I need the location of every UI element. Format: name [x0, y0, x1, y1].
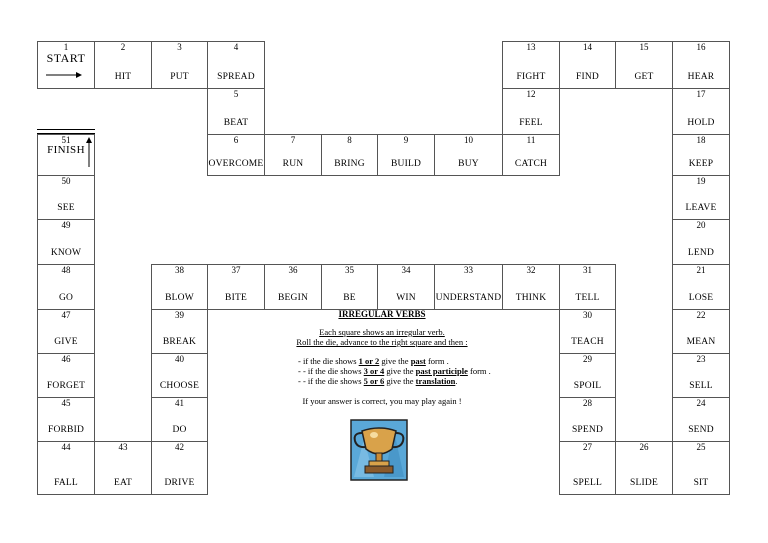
square-number: 26 — [639, 442, 649, 452]
square-14 — [559, 41, 616, 89]
square-12 — [502, 88, 560, 135]
square-number: 20 — [696, 220, 706, 230]
square-verb: SLIDE — [630, 478, 658, 488]
square-verb: CATCH — [514, 159, 548, 169]
square-number: 14 — [583, 42, 592, 52]
square-verb: FORGET — [46, 381, 86, 391]
square-42 — [151, 441, 208, 495]
square-number: 15 — [639, 42, 649, 52]
square-7 — [264, 134, 322, 176]
square-34 — [377, 264, 435, 310]
square-9 — [377, 134, 435, 176]
rule-line-1: - if the die shows 1 or 2 give the past form . — [298, 356, 449, 366]
square-verb: TELL — [575, 293, 600, 303]
square-number: 27 — [583, 442, 592, 452]
square-verb: BREAK — [162, 337, 197, 347]
square-number: 39 — [175, 310, 184, 320]
square-47 — [37, 309, 95, 354]
square-verb: BE — [343, 293, 356, 303]
square-number: 4 — [233, 42, 239, 52]
square-11 — [502, 134, 560, 176]
square-39 — [151, 309, 208, 354]
square-number: 3 — [177, 42, 182, 52]
square-verb: FALL — [54, 478, 78, 488]
square-verb: BLOW — [165, 293, 194, 303]
square-30 — [559, 309, 616, 354]
square-48 — [37, 264, 95, 310]
square-number: 43 — [118, 442, 128, 452]
square-33 — [434, 264, 503, 310]
square-verb: LOSE — [688, 293, 714, 303]
square-5 — [207, 88, 265, 135]
rule-line-2: - - if the die shows 3 or 4 give the past participle form . — [298, 366, 491, 376]
square-6 — [207, 134, 265, 176]
square-15 — [615, 41, 673, 89]
square-verb: DRIVE — [164, 478, 195, 488]
square-29 — [559, 353, 616, 398]
square-verb: MEAN — [686, 337, 716, 347]
square-4 — [207, 41, 265, 89]
square-46 — [37, 353, 95, 398]
square-number: 23 — [696, 354, 706, 364]
square-verb: HIT — [114, 72, 132, 82]
square-number: 16 — [696, 42, 706, 52]
square-number: 10 — [464, 135, 473, 145]
square-number: 37 — [231, 265, 241, 275]
square-number: 35 — [345, 265, 354, 275]
square-36 — [264, 264, 322, 310]
square-number: 12 — [526, 89, 536, 99]
square-verb: SELL — [689, 381, 713, 391]
square-19 — [672, 175, 730, 220]
square-number: 34 — [401, 265, 411, 275]
square-number: 49 — [61, 220, 71, 230]
square-number: 50 — [61, 176, 71, 186]
square-number: 48 — [61, 265, 71, 275]
square-number: 45 — [61, 398, 71, 408]
rules-play-again: If your answer is correct, you may play again ! — [302, 396, 462, 406]
square-41 — [151, 397, 208, 442]
square-13 — [502, 41, 560, 89]
square-verb: SPOIL — [573, 381, 602, 391]
square-43 — [94, 441, 152, 495]
square-verb: BRING — [334, 159, 365, 169]
square-number: 36 — [288, 265, 298, 275]
square-number: 5 — [233, 89, 239, 99]
square-25 — [672, 441, 730, 495]
square-number: 8 — [347, 135, 352, 145]
square-verb: UNDERSTAND — [435, 293, 502, 303]
arrow-right-icon — [46, 72, 82, 78]
square-number: 51 — [61, 135, 71, 145]
square-number: 44 — [61, 442, 71, 452]
square-26 — [615, 441, 673, 495]
square-verb: GIVE — [54, 337, 78, 347]
square-3 — [151, 41, 208, 89]
square-number: 7 — [290, 135, 296, 145]
square-verb: SEE — [57, 203, 75, 213]
square-verb: FEEL — [519, 118, 543, 128]
rules-intro-1: Each square shows an irregular verb. — [319, 327, 445, 337]
square-18 — [672, 134, 730, 176]
square-23 — [672, 353, 730, 398]
square-32 — [502, 264, 560, 310]
square-verb: BEGIN — [277, 293, 309, 303]
square-number: 40 — [175, 354, 184, 364]
square-verb: EAT — [113, 478, 132, 488]
square-number: 24 — [696, 398, 706, 408]
square-number: 25 — [696, 442, 706, 452]
square-22 — [672, 309, 730, 354]
square-verb: BUILD — [390, 159, 422, 169]
square-28 — [559, 397, 616, 442]
square-verb: HEAR — [687, 72, 715, 82]
square-verb: KNOW — [50, 248, 82, 258]
square-verb: FIND — [576, 72, 599, 82]
square-21 — [672, 264, 730, 310]
square-verb: SPREAD — [217, 72, 255, 82]
square-50 — [37, 175, 95, 220]
square-verb: FORBID — [47, 425, 85, 435]
square-number: 6 — [233, 135, 239, 145]
square-27 — [559, 441, 616, 495]
square-verb: HOLD — [687, 118, 715, 128]
square-verb: LEAVE — [685, 203, 717, 213]
square-verb: RUN — [282, 159, 304, 169]
square-verb: BUY — [458, 159, 479, 169]
square-verb: BEAT — [223, 118, 249, 128]
square-number: 29 — [583, 354, 592, 364]
rules-panel — [228, 309, 536, 406]
rules-list — [228, 356, 536, 386]
square-44 — [37, 441, 95, 495]
rule-line-3: - - if the die shows 5 or 6 give the translation. — [298, 376, 458, 386]
square-16 — [672, 41, 730, 89]
square-40 — [151, 353, 208, 398]
square-number: 11 — [526, 135, 536, 145]
square-number: 28 — [583, 398, 592, 408]
square-number: 1 — [63, 42, 69, 52]
square-20 — [672, 219, 730, 265]
square-24 — [672, 397, 730, 442]
square-verb: GET — [634, 72, 654, 82]
square-number: 38 — [175, 265, 184, 275]
square-verb: FINISH — [47, 144, 85, 156]
square-2 — [94, 41, 152, 89]
trophy-icon — [350, 419, 408, 481]
square-verb: GO — [58, 293, 74, 303]
square-number: 32 — [526, 265, 536, 275]
square-verb: SPELL — [573, 478, 602, 488]
square-number: 18 — [696, 135, 706, 145]
square-verb: SPEND — [571, 425, 604, 435]
square-37 — [207, 264, 265, 310]
square-verb: THINK — [515, 293, 547, 303]
square-verb: START — [46, 51, 86, 65]
square-number: 31 — [583, 265, 592, 275]
square-1 — [37, 41, 95, 89]
rules-title: IRREGULAR VERBS — [338, 309, 426, 319]
square-38 — [151, 264, 208, 310]
square-number: 19 — [696, 176, 706, 186]
square-number: 30 — [583, 310, 592, 320]
square-verb: PUT — [170, 72, 189, 82]
square-number: 2 — [120, 42, 126, 52]
square-number: 47 — [61, 310, 71, 320]
square-number: 46 — [61, 354, 71, 364]
square-verb: CHOOSE — [159, 381, 200, 391]
square-45 — [37, 397, 95, 442]
square-verb: SIT — [693, 478, 709, 488]
square-10 — [434, 134, 503, 176]
square-verb: DO — [172, 425, 187, 435]
square-number: 21 — [696, 265, 706, 275]
square-number: 9 — [403, 135, 409, 145]
square-verb: KEEP — [688, 159, 714, 169]
arrow-up-icon — [86, 137, 92, 167]
square-17 — [672, 88, 730, 135]
square-verb: BITE — [225, 293, 247, 303]
square-verb: LEND — [687, 248, 715, 258]
rules-intro-2: Roll the die, advance to the right square and then : — [296, 337, 468, 347]
square-verb: SEND — [688, 425, 714, 435]
square-number: 13 — [526, 42, 536, 52]
square-35 — [321, 264, 378, 310]
square-number: 41 — [175, 398, 184, 408]
square-verb: WIN — [396, 293, 416, 303]
square-31 — [559, 264, 616, 310]
square-number: 42 — [175, 442, 184, 452]
square-verb: FIGHT — [516, 72, 546, 82]
square-number: 33 — [464, 265, 473, 275]
square-8 — [321, 134, 378, 176]
square-number: 17 — [696, 89, 706, 99]
finish-double-line — [37, 129, 95, 134]
square-49 — [37, 219, 95, 265]
square-51 — [37, 134, 95, 176]
square-number: 22 — [696, 310, 706, 320]
square-verb: OVERCOME — [208, 159, 264, 169]
square-verb: TEACH — [571, 337, 604, 347]
